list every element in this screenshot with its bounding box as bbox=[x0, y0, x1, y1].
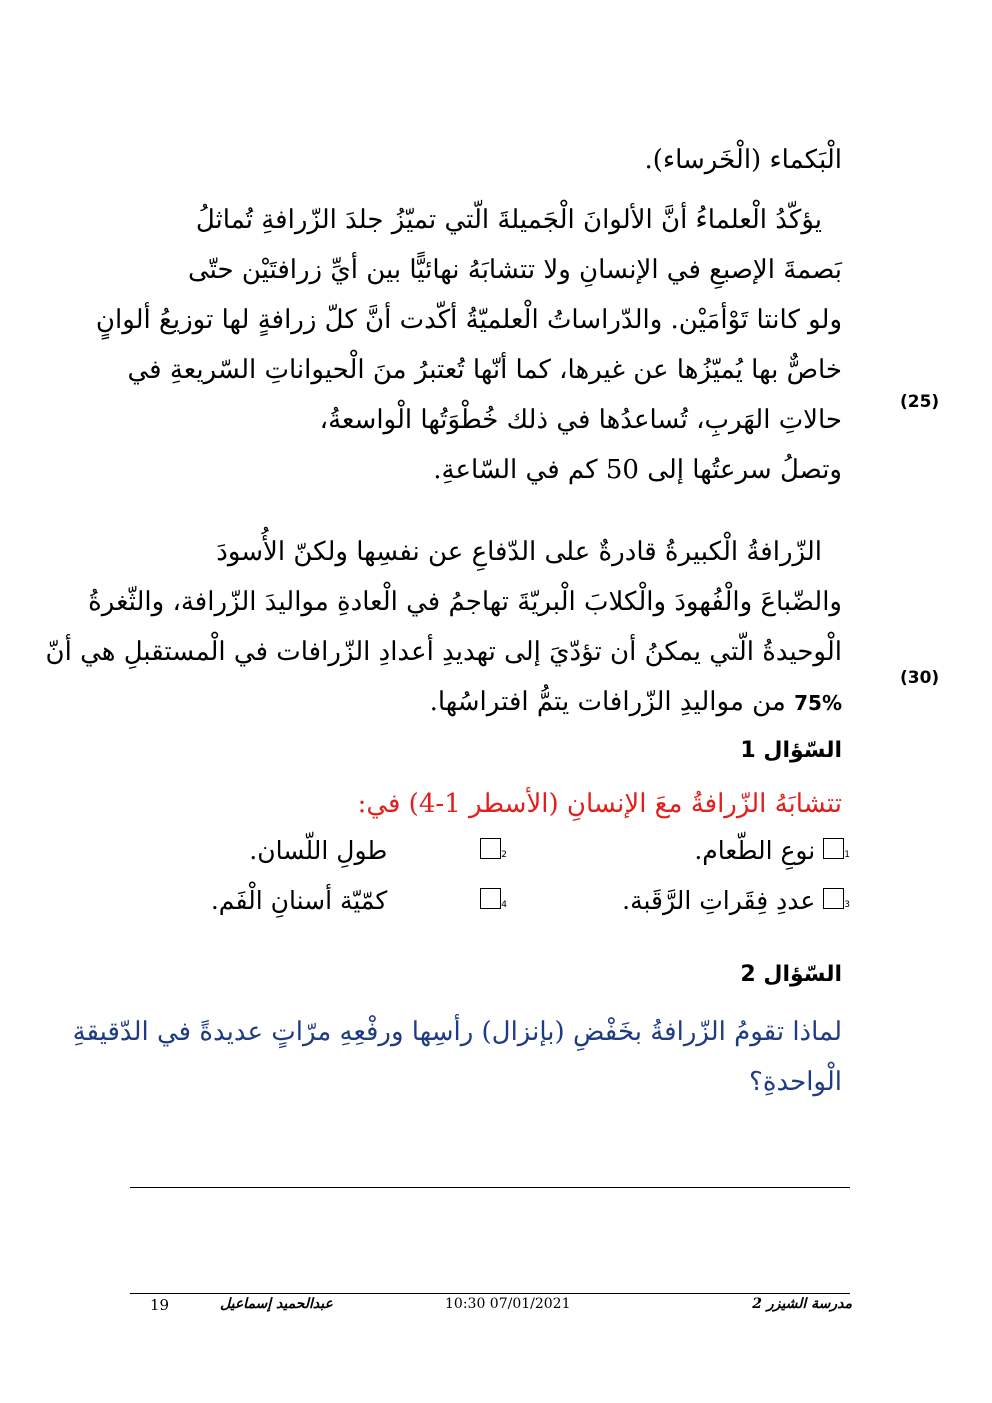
page-number: 19 bbox=[150, 1296, 170, 1314]
passage-last-line bbox=[430, 682, 842, 723]
passage-line: والضّباعَ والْفُهودَ والْكلابَ الْبريّةَ تهاجمُ في الْعادةِ مواليدَ الزّرافة، والثّغرةُ bbox=[88, 587, 842, 617]
footer-divider bbox=[130, 1293, 850, 1294]
passage-top-line: الْبَكماء (الْخَرساء). bbox=[644, 145, 842, 175]
option-3[interactable] bbox=[622, 886, 850, 915]
passage-line: حالاتِ الهَربِ، تُساعدُها في ذلك خُطْوَتُها الْواسعةُ، bbox=[319, 405, 842, 435]
option-4[interactable] bbox=[211, 886, 507, 915]
line-marker-25: (25) bbox=[900, 392, 940, 412]
question-2-title: السّؤال 2 bbox=[740, 962, 842, 987]
passage-line-text: من مواليدِ الزّرافات يتمُّ افتراسُها. bbox=[429, 687, 795, 717]
checkbox[interactable] bbox=[480, 838, 501, 859]
option-number: 3 bbox=[844, 900, 850, 910]
checkbox[interactable] bbox=[480, 888, 501, 909]
school-name: مدرسة الشيزر 2 bbox=[752, 1296, 852, 1312]
option-label: كمّيّة أسنانِ الْفَم. bbox=[210, 886, 388, 915]
question-1-title: السّؤال 1 bbox=[740, 738, 842, 763]
passage-line: الزّرافةُ الْكبيرةُ قادرةٌ على الدّفاعِ عن نفسِها ولكنّ الأُسودَ bbox=[216, 537, 822, 567]
option-1[interactable] bbox=[694, 836, 850, 865]
passage-line: الْوحيدةُ الّتي يمكنُ أن تؤدّيَ إلى تهديدِ أعدادِ الزّرافات في الْمستقبلِ هي أنّ bbox=[45, 637, 842, 667]
answer-line[interactable] bbox=[130, 1187, 850, 1188]
question-1-prompt: تتشابَهُ الزّرافةُ معَ الإنسانِ (الأسطر 1-4) في: bbox=[357, 789, 842, 819]
option-label: عددِ فِقَراتِ الرَّقَبة. bbox=[622, 886, 816, 915]
option-label: طولِ اللّسان. bbox=[249, 836, 388, 865]
option-label: نوعِ الطّعام. bbox=[694, 836, 816, 865]
passage-line: وتصلُ سرعتُها إلى 50 كم في السّاعةِ. bbox=[433, 455, 842, 485]
question-2-prompt-line1: لماذا تقومُ الزّرافةُ بخَفْضِ (بإنزال) رأسِها ورفْعِهِ مرّاتٍ عديدةً في الدّقيقةِ bbox=[72, 1017, 842, 1047]
option-2[interactable] bbox=[249, 836, 507, 865]
passage-line: بَصمةَ الإصبعِ في الإنسانِ ولا تتشابَهُ نهائيًّا بين أيِّ زرافتَيْن حتّى bbox=[188, 255, 842, 285]
footer-datetime: 10:30 07/01/2021 bbox=[445, 1296, 571, 1312]
passage-line: ولو كانتا تَوْأمَيْن. والدّراساتُ الْعلميّةُ أكّدت أنَّ كلّ زرافةٍ لها توزيعُ ألوانٍ bbox=[95, 305, 842, 335]
checkbox[interactable] bbox=[823, 888, 844, 909]
line-marker-30: (30) bbox=[900, 668, 940, 688]
question-2-prompt-line2: الْواحدةِ؟ bbox=[749, 1067, 842, 1097]
author-signature: عبدالحميد إسماعيل bbox=[220, 1296, 333, 1312]
passage-line: يؤكّدُ الْعلماءُ أنَّ الألوانَ الْجَميلةَ الّتي تميّزُ جلدَ الزّرافةِ تُماثلُ bbox=[195, 205, 822, 235]
checkbox[interactable] bbox=[823, 838, 844, 859]
option-number: 1 bbox=[844, 850, 850, 860]
option-number: 4 bbox=[501, 900, 507, 910]
passage-line: خاصٌّ بها يُميّزُها عن غيرها، كما أنّها تُعتبرُ منَ الْحيواناتِ السّريعةِ في bbox=[127, 355, 842, 385]
percent-value: 75% bbox=[794, 691, 842, 715]
option-number: 2 bbox=[501, 850, 507, 860]
